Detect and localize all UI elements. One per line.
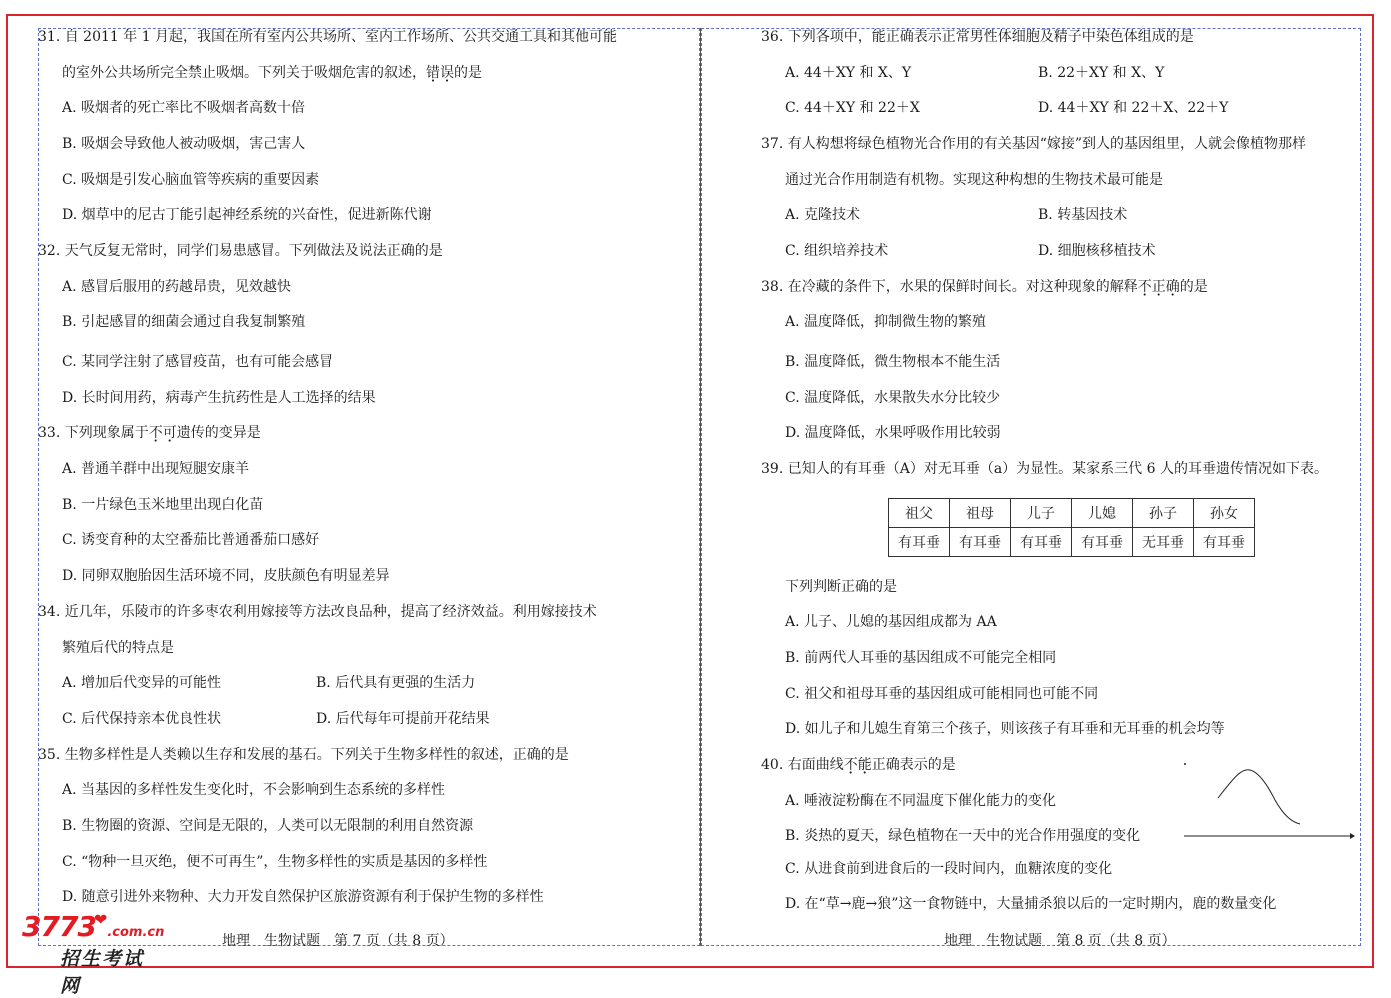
line-text: 36. 下列各项中，能正确表示正常男性体细胞及精子中染色体组成的是: [761, 29, 1194, 45]
line-text-tail: 的是: [1179, 279, 1208, 295]
table-header-cell: 孙女: [1194, 499, 1255, 528]
line-text: A. 普通羊群中出现短腿安康羊: [62, 461, 250, 477]
line-text: B. 转基因技术: [1038, 207, 1128, 223]
answer-line: [62, 134, 305, 154]
question-stem: [38, 423, 261, 443]
emphasis-char: 正: [1151, 279, 1166, 295]
emphasis-char: 错: [426, 65, 440, 81]
line-text: C. 44＋XY 和 22＋X: [785, 100, 920, 116]
line-text: B. 吸烟会导致他人被动吸烟，害己害人: [62, 136, 306, 152]
question-stem: [38, 745, 569, 765]
answer-line: [785, 312, 986, 332]
emphasis-char: 不: [843, 757, 858, 773]
watermark-number: 3773: [22, 910, 96, 943]
watermark-subtitle: 招生考试网: [60, 948, 145, 997]
line-text: 35. 生物多样性是人类赖以生存和发展的基石。下列关于生物多样性的叙述，正确的是: [38, 747, 569, 763]
line-text: 38. 在冷藏的条件下，水果的保鲜时间长。对这种现象的解释: [761, 279, 1138, 295]
line-text: 32. 天气反复无常时，同学们易患感冒。下列做法及说法正确的是: [38, 243, 443, 259]
curve-axis-arrow: [1350, 833, 1355, 839]
table-cell: 有耳垂: [1011, 528, 1072, 557]
line-text: C. 后代保持亲本优良性状: [62, 711, 222, 727]
line-text: A. 增加后代变异的可能性: [62, 675, 222, 691]
answer-line: [62, 205, 432, 225]
line-text: C. “物种一旦灭绝，便不可再生”，生物多样性的实质是基因的多样性: [62, 854, 488, 870]
line-text: D. 同卵双胞胎因生活环境不同，皮肤颜色有明显差异: [62, 568, 390, 584]
table-cell: 有耳垂: [889, 528, 950, 557]
answer-line: [785, 205, 860, 225]
emphasis-text: [426, 65, 454, 81]
answer-line: [62, 98, 305, 118]
line-text-tail: 遗传的变异是: [176, 425, 261, 441]
answer-line: [785, 98, 920, 118]
emphasis-char: 能: [857, 757, 872, 773]
curve-axis-dot: [1184, 763, 1186, 765]
answer-line: [785, 423, 1001, 443]
line-text: 下列判断正确的是: [785, 579, 897, 595]
answer-line: [785, 859, 1112, 879]
question-stem: [38, 602, 597, 622]
left-footer: 地理 生物试题 第 7 页（共 8 页）: [222, 933, 454, 949]
line-text: D. 随意引进外来物种、大力开发自然保护区旅游资源有利于保护生物的多样性: [62, 889, 544, 905]
question-stem: [38, 27, 617, 47]
answer-line: [785, 684, 1098, 704]
watermark-logo: [22, 910, 165, 997]
answer-line: [785, 894, 1276, 914]
answer-line: [62, 780, 445, 800]
answer-line: [62, 530, 319, 550]
emphasis-char: 不: [1137, 279, 1152, 295]
line-text: C. 吸烟是引发心脑血管等疾病的重要因素: [62, 172, 320, 188]
line-text: 的室外公共场所完全禁止吸烟。下列关于吸烟危害的叙述，: [62, 65, 426, 81]
line-text: B. 温度降低，微生物根本不能生活: [785, 354, 1001, 370]
answer-line: [62, 638, 174, 658]
answer-line: [62, 816, 473, 836]
line-text-tail: 的是: [454, 65, 482, 81]
answer-line: [785, 577, 897, 597]
curve-line: [1218, 770, 1300, 824]
answer-line: [62, 63, 482, 83]
line-text: A. 当基因的多样性发生变化时，不会影响到生态系统的多样性: [62, 782, 446, 798]
line-text: A. 唾液淀粉酶在不同温度下催化能力的变化: [785, 793, 1057, 809]
emphasis-text: [844, 757, 872, 773]
question-stem: [761, 134, 1306, 154]
emphasis-char: 不: [148, 425, 163, 441]
answer-line: [62, 709, 221, 729]
answer-line: [62, 277, 291, 297]
line-text: D. 44＋XY 和 22＋X、22＋Y: [1038, 100, 1229, 116]
answer-line: [785, 352, 1000, 372]
answer-line: [62, 170, 319, 190]
answer-line: [62, 388, 376, 408]
line-text: D. 后代每年可提前开花结果: [316, 711, 490, 727]
table-cell: 有耳垂: [1072, 528, 1133, 557]
bell-curve-figure: [1180, 760, 1355, 850]
answer-line: [62, 459, 249, 479]
watermark-domain: .com.cn: [107, 925, 165, 940]
line-text: C. 组织培养技术: [785, 243, 889, 259]
answer-line: [785, 63, 911, 83]
line-text: C. 温度降低，水果散失水分比较少: [785, 390, 1001, 406]
line-text: 31. 自 2011 年 1 月起，我国在所有室内公共场所、室内工作场所、公共交通工具和其他可能: [38, 29, 618, 45]
table-header-cell: 儿子: [1011, 499, 1072, 528]
answer-line: [62, 673, 221, 693]
answer-line: [785, 719, 1225, 739]
line-text: 通过光合作用制造有机物。实现这种构想的生物技术最可能是: [785, 172, 1163, 188]
question-stem: [761, 277, 1208, 297]
table-cell: 有耳垂: [1194, 528, 1255, 557]
line-text: B. 一片绿色玉米地里出现白化苗: [62, 497, 264, 513]
answer-line: [785, 170, 1163, 190]
question-stem: [38, 241, 443, 261]
answer-line: [1038, 63, 1164, 83]
line-text: B. 引起感冒的细菌会通过自我复制繁殖: [62, 314, 306, 330]
emphasis-char: 确: [1165, 279, 1180, 295]
line-text: 繁殖后代的特点是: [62, 640, 174, 656]
line-text: B. 22＋XY 和 X、Y: [1038, 65, 1165, 81]
line-text: 33. 下列现象属于: [38, 425, 149, 441]
table-cell: 有耳垂: [950, 528, 1011, 557]
answer-line: [62, 312, 305, 332]
emphasis-text: [1138, 279, 1180, 295]
line-text: B. 炎热的夏天，绿色植物在一天中的光合作用强度的变化: [785, 828, 1141, 844]
answer-line: [1038, 241, 1156, 261]
answer-line: [785, 388, 1000, 408]
left-column-box: [38, 28, 700, 946]
line-text: B. 后代具有更强的生活力: [316, 675, 476, 691]
line-text: C. 从进食前到进食后的一段时间内，血糖浓度的变化: [785, 861, 1113, 877]
line-text: A. 克隆技术: [785, 207, 861, 223]
answer-line: [785, 612, 997, 632]
answer-line: [316, 709, 490, 729]
line-text: B. 前两代人耳垂的基因组成不可能完全相同: [785, 650, 1057, 666]
question-stem: [761, 27, 1194, 47]
answer-line: [785, 241, 888, 261]
heart-icon: ❤: [93, 910, 108, 929]
line-text: D. 烟草中的尼古丁能引起神经系统的兴奋性，促进新陈代谢: [62, 207, 432, 223]
answer-line: [785, 791, 1056, 811]
line-text: C. 诱变育种的太空番茄比普通番茄口感好: [62, 532, 320, 548]
line-text: A. 儿子、儿媳的基因组成都为 AA: [785, 614, 997, 630]
line-text: C. 祖父和祖母耳垂的基因组成可能相同也可能不同: [785, 686, 1099, 702]
line-text-tail: 正确表示的是: [871, 757, 956, 773]
answer-line: [1038, 205, 1127, 225]
answer-line: [316, 673, 475, 693]
right-footer: 地理 生物试题 第 8 页（共 8 页）: [944, 933, 1176, 949]
answer-line: [62, 852, 487, 872]
emphasis-char: 误: [440, 65, 454, 81]
answer-line: [785, 648, 1056, 668]
answer-line: [62, 566, 390, 586]
line-text: D. 长时间用药，病毒产生抗药性是人工选择的结果: [62, 390, 376, 406]
answer-line: [62, 495, 263, 515]
line-text: D. 在“草→鹿→狼”这一食物链中，大量捕杀狼以后的一定时期内，鹿的数量变化: [785, 896, 1277, 912]
line-text: A. 44＋XY 和 X、Y: [785, 65, 912, 81]
emphasis-char: 可: [162, 425, 177, 441]
table-cell: 无耳垂: [1133, 528, 1194, 557]
line-text: 37. 有人构想将绿色植物光合作用的有关基因“嫁接”到人的基因组里，人就会像植物那样: [761, 136, 1307, 152]
line-text: A. 温度降低，抑制微生物的繁殖: [785, 314, 987, 330]
line-text: A. 感冒后服用的药越昂贵，见效越快: [62, 279, 292, 295]
line-text: 39. 已知人的有耳垂（A）对无耳垂（a）为显性。某家系三代 6 人的耳垂遗传情况如下表。: [761, 461, 1328, 477]
line-text: 40. 右面曲线: [761, 757, 844, 773]
line-text: D. 温度降低，水果呼吸作用比较弱: [785, 425, 1001, 441]
table-header-cell: 孙子: [1133, 499, 1194, 528]
line-text: 34. 近几年，乐陵市的许多枣农利用嫁接等方法改良品种，提高了经济效益。利用嫁接技术: [38, 604, 597, 620]
question-stem: [761, 459, 1328, 479]
table-header-cell: 儿媳: [1072, 499, 1133, 528]
line-text: A. 吸烟者的死亡率比不吸烟者高数十倍: [62, 100, 306, 116]
answer-line: [62, 887, 544, 907]
emphasis-text: [149, 425, 177, 441]
earlobe-table: [888, 498, 1255, 557]
line-text: C. 某同学注射了感冒疫苗，也有可能会感冒: [62, 354, 334, 370]
answer-line: [785, 826, 1140, 846]
answer-line: [62, 352, 333, 372]
line-text: D. 细胞核移植技术: [1038, 243, 1156, 259]
table-header-cell: 祖母: [950, 499, 1011, 528]
answer-line: [1038, 98, 1228, 118]
question-stem: [761, 755, 956, 775]
line-text: B. 生物圈的资源、空间是无限的，人类可以无限制的利用自然资源: [62, 818, 474, 834]
column-divider: [700, 28, 701, 946]
line-text: D. 如儿子和儿媳生育第三个孩子，则该孩子有耳垂和无耳垂的机会均等: [785, 721, 1225, 737]
table-header-cell: 祖父: [889, 499, 950, 528]
